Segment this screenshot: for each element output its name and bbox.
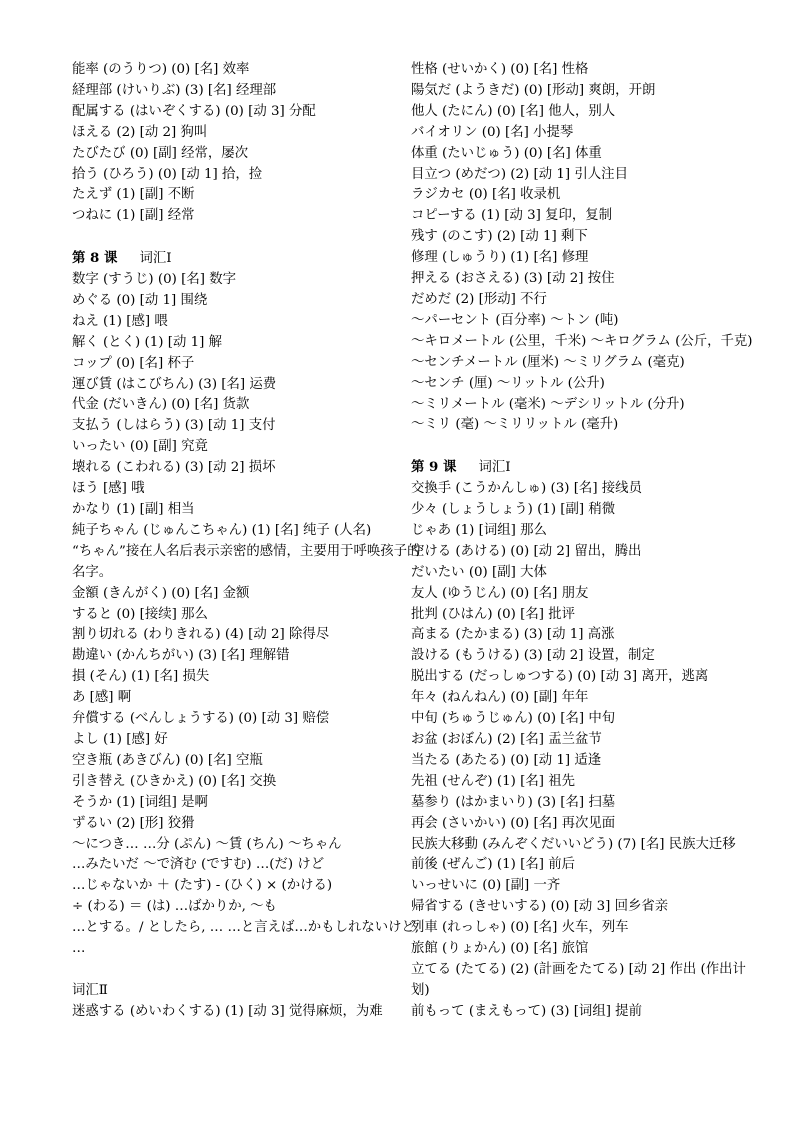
vocab-entry: ～パーセント (百分率) ～トン (吨) [411,312,619,328]
vocab-entry: ～ミリ (毫) ～ミリリットル (毫升) [411,417,619,433]
vocab-entry: “ちゃん”接在人名后表示亲密的感情，主要用于呼唤孩子的名字。 [72,543,421,580]
vocab-entry: 残す (のこす) (2) [动 1] 剩下 [411,229,588,245]
vocab-entry: 修理 (しゅうり) (1) [名] 修理 [411,250,589,266]
lesson-heading [411,457,761,479]
vocab-entry: たえず (1) [副] 不断 [72,187,195,203]
lesson-number: 第 9 课 [411,459,457,476]
vocab-entry: ～ミリメートル (毫米) ～デシリットル (分升) [411,396,685,412]
left-column [72,60,422,1023]
vocab-entry: 配属する (はいぞくする) (0) [动 3] 分配 [72,103,316,119]
vocab-entry: 旅館 (りょかん) (0) [名] 旅馆 [411,941,589,957]
vocab-entry: ～センチメートル (厘米) ～ミリグラム (毫克) [411,354,685,370]
vocab-entry: 運び賃 (はこびちん) (3) [名] 运费 [72,376,277,392]
vocab-entry: 立てる (たてる) (2) (計画をたてる) [动 2] 作出 (作出计划) [411,961,746,998]
vocab-section-label: 词汇Ⅰ [139,251,172,267]
vocab-entry: たびたび (0) [副] 经常，屡次 [72,145,249,161]
vocab-entry: 前もって (まえもって) (3) [词组] 提前 [411,1003,642,1019]
lesson-heading [72,248,422,270]
vocab-entry: お盆 (おぼん) (2) [名] 盂兰盆节 [411,731,602,747]
vocab-entry: ほえる (2) [动 2] 狗叫 [72,124,208,140]
vocab-entry: コップ (0) [名] 杯子 [72,355,195,371]
vocab-entry: 民族大移動 (みんぞくだいいどう) (7) [名] 民族大迁移 [411,836,736,852]
vocab-entry: 再会 (さいかい) (0) [名] 再次见面 [411,815,616,831]
vocab-entry: 押える (おさえる) (3) [动 2] 按住 [411,271,615,287]
vocab-entry: ねえ (1) [感] 喂 [72,313,168,329]
vocab-entry: 純子ちゃん (じゅんこちゃん) (1) [名] 纯子 (人名) [72,522,372,538]
vocab-entry: 設ける (もうける) (3) [动 2] 设置，制定 [411,648,655,664]
vocab-entry: ほう [感] 哦 [72,481,145,497]
blank-line [72,960,422,981]
vocab-entry: 拾う (ひろう) (0) [动 1] 拾，捡 [72,166,263,182]
vocab-entry: 交換手 (こうかんしゅ) (3) [名] 接线员 [411,481,642,497]
vocab-entry: ÷ (わる) ＝ (は) …ばかりか, ～も [72,899,277,915]
vocab-entry: いったい (0) [副] 究竟 [72,439,208,455]
vocab-entry: 高まる (たかまる) (3) [动 1] 高涨 [411,627,615,643]
vocab-entry: 墓参り (はかまいり) (3) [名] 扫墓 [411,794,616,810]
vocab-entry: すると (0) [接续] 那么 [72,606,208,622]
vocab-entry: 脱出する (だっしゅつする) (0) [动 3] 离开，逃离 [411,669,709,685]
vocab-entry: 勘違い (かんちがい) (3) [名] 理解错 [72,648,290,664]
vocab-entry: 当たる (あたる) (0) [动 1] 适逢 [411,752,602,768]
vocab-entry: あ [感] 啊 [72,690,132,706]
vocab-entry: 他人 (たにん) (0) [名] 他人，别人 [411,103,616,119]
blank-line [72,227,422,248]
vocab-entry: ラジカセ (0) [名] 收录机 [411,187,561,203]
vocab-entry: よし (1) [感] 好 [72,731,168,747]
vocab-entry: 損 (そん) (1) [名] 损失 [72,669,210,685]
vocab-entry: 空き瓶 (あきびん) (0) [名] 空瓶 [72,752,263,768]
vocab-entry: 年々 (ねんねん) (0) [副] 年年 [411,690,589,706]
blank-line [411,436,761,457]
vocab-entry: 支払う (しはらう) (3) [动 1] 支付 [72,418,276,434]
vocab-entry: 前後 (ぜんご) (1) [名] 前后 [411,857,576,873]
vocab-entry: 金額 (きんがく) (0) [名] 金额 [72,585,250,601]
vocab-entry: かなり (1) [副] 相当 [72,502,195,518]
vocab-entry: 迷惑する (めいわくする) (1) [动 3] 觉得麻烦，为难 [72,1003,383,1019]
vocab-entry: …とする。/ としたら, … …と言えば…かもしれないけど, … [72,920,420,957]
vocab-entry: 词汇Ⅱ [72,982,108,998]
right-column [411,60,761,1023]
vocab-entry: 陽気だ (ようきだ) (0) [形动] 爽朗，开朗 [411,82,656,98]
vocab-entry: …じゃないか ＋ (たす) - (ひく) × (かける) [72,878,333,894]
vocab-entry: 体重 (たいじゅう) (0) [名] 体重 [411,145,602,161]
vocab-entry: だめだ (2) [形动] 不行 [411,291,547,307]
vocab-entry: ～キロメートル (公里，千米) ～キログラム (公斤，千克) [411,333,753,349]
vocab-entry: …みたいだ ～で済む (ですむ) …(だ) けど [72,857,325,873]
lesson-number: 第 8 课 [72,250,118,267]
vocab-entry: 経理部 (けいりぶ) (3) [名] 经理部 [72,82,277,98]
vocab-entry: 引き替え (ひきかえ) (0) [名] 交换 [72,773,277,789]
vocab-entry: 少々 (しょうしょう) (1) [副] 稍微 [411,502,616,518]
vocab-entry: そうか (1) [词组] 是啊 [72,794,208,810]
vocab-entry: 先祖 (せんぞ) (1) [名] 祖先 [411,773,576,789]
vocab-entry: めぐる (0) [动 1] 围绕 [72,292,208,308]
vocab-entry: 能率 (のうりつ) (0) [名] 效率 [72,62,250,77]
vocab-entry: ずるい (2) [形] 狡猾 [72,815,195,831]
vocab-entry: いっせいに (0) [副] 一齐 [411,878,561,894]
vocab-entry: 割り切れる (わりきれる) (4) [动 2] 除得尽 [72,627,330,643]
vocab-entry: バイオリン (0) [名] 小提琴 [411,124,574,140]
vocab-entry: 弁償する (べんしょうする) (0) [动 3] 赔偿 [72,711,330,727]
vocab-entry: だいたい (0) [副] 大体 [411,564,547,580]
vocab-entry: ～につき… …分 (ぷん) ～賃 (ちん) ～ちゃん [72,836,342,852]
vocab-entry: 目立つ (めだつ) (2) [动 1] 引人注目 [411,166,628,182]
vocab-entry: 代金 (だいきん) (0) [名] 货款 [72,397,250,413]
vocab-entry: 空ける (あける) (0) [动 2] 留出，腾出 [411,543,642,559]
vocab-entry: 列車 (れっしゃ) (0) [名] 火车，列车 [411,920,629,936]
vocab-entry: 壊れる (こわれる) (3) [动 2] 损坏 [72,460,276,476]
vocab-entry: 批判 (ひはん) (0) [名] 批评 [411,606,576,622]
vocab-entry: つねに (1) [副] 经常 [72,208,195,224]
vocab-entry: 解く (とく) (1) [动 1] 解 [72,334,223,350]
vocab-entry: 帰省する (きせいする) (0) [动 3] 回乡省亲 [411,899,669,915]
vocab-entry: ～センチ (厘) ～リットル (公升) [411,375,605,391]
vocab-entry: 友人 (ゆうじん) (0) [名] 朋友 [411,585,589,601]
vocab-entry: じゃあ (1) [词组] 那么 [411,522,547,538]
vocab-entry: 中旬 (ちゅうじゅん) (0) [名] 中旬 [411,711,616,727]
vocab-entry: 性格 (せいかく) (0) [名] 性格 [411,62,589,77]
vocab-entry: 数字 (すうじ) (0) [名] 数字 [72,272,237,288]
vocab-section-label: 词汇Ⅰ [478,460,511,476]
vocab-entry: コピーする (1) [动 3] 复印，复制 [411,208,613,224]
